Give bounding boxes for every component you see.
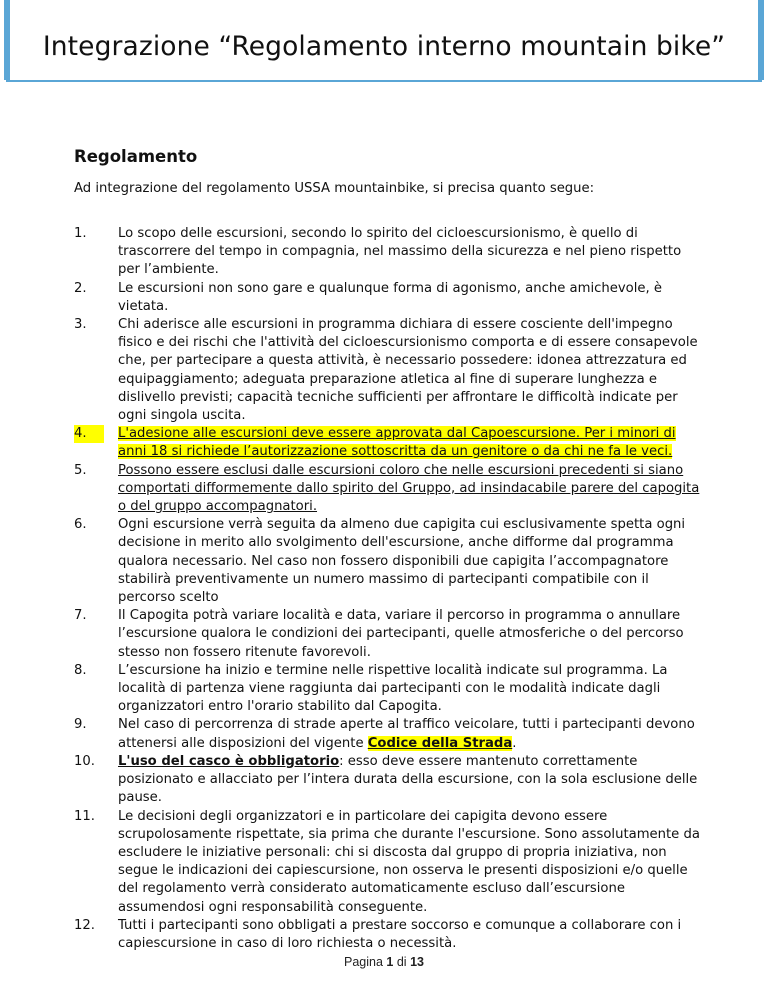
rule-text: Le decisioni degli organizzatori e in particolare dei capigita devono essere scrupolosamente rispettate, sia prima che durante l'escursione. Sono assolutamente da escludere le iniziative personali: chi si discosta dal gruppo di propria iniziativa, non segue le indicazioni dei capiescursione, non osserva le presenti disposizioni e/o quelle del regolamento verrà considerato automaticamente escluso dall’escursione assumendosi ogni responsabilità conseguente. — [118, 808, 700, 915]
rule-item — [74, 516, 706, 607]
rule-text — [118, 717, 695, 750]
rule-number: 2. — [74, 280, 87, 296]
rule-number: 9. — [74, 717, 87, 733]
rule-number: 10. — [74, 753, 95, 769]
rule-item — [74, 225, 706, 280]
codice-della-strada-emphasis: Codice della Strada — [367, 735, 513, 751]
rule-number: 5. — [74, 462, 87, 478]
footer-label: Pagina — [344, 955, 383, 969]
rule-text: Ogni escursione verrà seguita da almeno due capigita cui esclusivamente spetta ogni decisione in merito allo svolgimento dell'escursione, anche difforme dal programma qualora necessario. Nel caso non fossero disponibili due capigita l’accompagnatore stabilirà preventivamente un numero massimo di partecipanti compatibile con il percorso scelto — [118, 517, 686, 606]
page-footer — [0, 955, 768, 969]
rule-number: 7. — [74, 608, 87, 624]
rule-number: 3. — [74, 317, 87, 333]
rule-text: Le escursioni non sono gare e qualunque forma di agonismo, anche amichevole, è vietata. — [118, 280, 662, 314]
rule-item-underlined — [74, 462, 706, 517]
rule-item — [74, 716, 706, 752]
rule-text: Il Capogita potrà variare località e data, variare il percorso in programma o annullare l’escursione qualora le condizioni dei partecipanti, quelle atmosferiche o del percorso stesso non fossero ritenute favorevoli. — [118, 608, 684, 660]
rule-item — [74, 316, 706, 425]
rule-item — [74, 808, 706, 917]
section-title: Regolamento — [74, 147, 198, 166]
footer-current-page: 1 — [386, 955, 394, 969]
rule-number: 1. — [74, 226, 87, 241]
rule-number: 11. — [74, 808, 95, 824]
rule-number: 12. — [74, 917, 95, 933]
intro-paragraph: Ad integrazione del regolamento USSA mountainbike, si precisa quanto segue: — [74, 181, 595, 196]
header-rule — [6, 80, 762, 82]
rule-item — [74, 662, 706, 717]
rule-text: Chi aderisce alle escursioni in programma dichiara di essere cosciente dell'impegno fisico e dei rischi che l'attività del cicloescursionismo comporta e di essere consapevole che, per partecipare a questa attività, è necessario possedere: idonea attrezzatura ed equipaggiamento; adeguata preparazione atletica al fine di superare lunghezza e dislivello previsti; capacità tecniche sufficienti per affrontare le difficoltà indicate per ogni singola uscita. — [118, 317, 698, 424]
helmet-mandatory-emphasis: L'uso del casco è obbligatorio — [118, 753, 340, 769]
rule-item-highlighted — [74, 425, 706, 461]
rule-text: Lo scopo delle escursioni, secondo lo spirito del cicloescursionismo, è quello di trascorrere del tempo in compagnia, nel massimo della sicurezza e nel pieno rispetto per l’ambiente. — [118, 226, 682, 278]
rule-text — [118, 754, 697, 805]
footer-of: di — [396, 955, 407, 969]
rule-text-underlined: Possono essere esclusi dalle escursioni coloro che nelle escursioni precedenti si siano comportati difformemente dallo spirito del Gruppo, ad insindacabile parere del capogita o del gruppo accompagnatori. — [118, 462, 700, 515]
rule-item — [74, 917, 706, 953]
rule-item — [74, 753, 706, 808]
rule-text-part: : esso deve essere mantenuto correttamente posizionato e allacciato per l’intera durata della escursione, con la sola esclusione delle pause. — [118, 753, 698, 806]
rule-text: L’escursione ha inizio e termine nelle rispettive località indicate sul programma. La località di partenza viene raggiunta dai partecipanti con le modalità indicate dagli organizzatori entro l'orario stabilito dal Capogita. — [118, 662, 668, 715]
rule-number: 8. — [74, 662, 87, 678]
rule-text-part: Nel caso di percorrenza di strade aperte al traffico veicolare, tutti i partecipanti devono attenersi alle disposizioni del vigente — [118, 717, 695, 751]
rule-item — [74, 607, 706, 662]
rules-list — [74, 225, 706, 953]
rule-number: 4. — [74, 425, 104, 443]
rule-text: Tutti i partecipanti sono obbligati a prestare soccorso e comunque a collaborare con i capiescursione in caso di loro richiesta o necessità. — [118, 917, 682, 951]
rule-number: 6. — [74, 517, 87, 533]
rule-text-highlighted: L'adesione alle escursioni deve essere approvata dal Capoescursione. Per i minori di anni 18 si richiede l’autorizzazione sottoscritta da un genitore o da chi ne fa le veci. — [118, 426, 676, 460]
rule-item — [74, 280, 706, 316]
rule-text-part: . — [512, 735, 517, 751]
footer-total-pages: 13 — [410, 955, 424, 969]
page-header-title: Integrazione “Regolamento interno mountain bike” — [42, 31, 726, 62]
